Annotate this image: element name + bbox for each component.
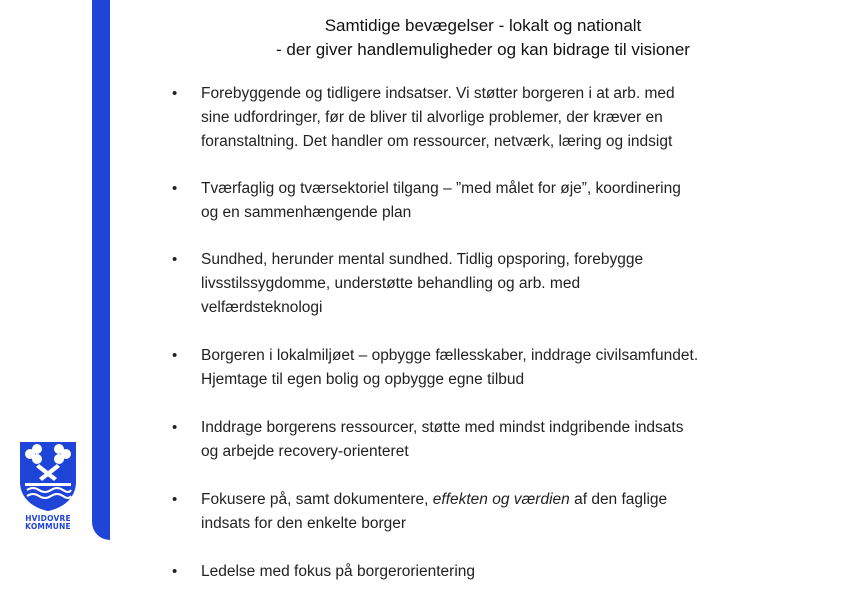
bullet-text-segment: af den faglige bbox=[569, 491, 668, 508]
blue-side-stripe bbox=[92, 0, 110, 540]
bullet-dot-icon: • bbox=[172, 419, 178, 436]
bullet-line: velfærdsteknologi bbox=[201, 299, 323, 316]
bullet-line: Inddrage borgerens ressourcer, støtte med mindst indgribende indsats bbox=[201, 419, 684, 436]
bullet-line: Hjemtage til egen bolig og opbygge egne tilbud bbox=[201, 371, 525, 388]
bullet-item bbox=[172, 560, 812, 584]
bullet-line: Borgeren i lokalmiljøet – opbygge fællesskaber, inddrage civilsamfundet. bbox=[201, 347, 699, 364]
bullet-dot-icon: • bbox=[172, 180, 178, 197]
bullet-line: Sundhed, herunder mental sundhed. Tidlig opsporing, forebygge bbox=[201, 251, 644, 268]
bullet-item bbox=[172, 177, 812, 225]
bullet-line: indsats for den enkelte borger bbox=[201, 515, 407, 532]
bullet-item bbox=[172, 82, 812, 154]
bullet-item bbox=[172, 488, 812, 536]
bullet-line: livsstilssygdomme, understøtte behandling og arb. med bbox=[201, 275, 581, 292]
bullet-dot-icon: • bbox=[172, 491, 178, 508]
bullet-item bbox=[172, 248, 812, 320]
bullet-text-segment: Fokusere på, samt dokumentere, bbox=[201, 491, 433, 508]
title-line2: - der giver handlemuligheder og kan bidrage til visioner bbox=[276, 40, 690, 59]
bullet-line: foranstaltning. Det handler om ressourcer, netværk, læring og indsigt bbox=[201, 133, 673, 150]
bullet-dot-icon: • bbox=[172, 347, 178, 364]
title-line1: Samtidige bevægelser - lokalt og nationalt bbox=[324, 16, 642, 35]
bullet-line: sine udfordringer, før de bliver til alvorlige problemer, der kræver en bbox=[201, 109, 663, 126]
slide-title bbox=[200, 14, 766, 62]
coat-of-arms-icon bbox=[17, 438, 79, 512]
bullet-line: Tværfaglig og tværsektoriel tilgang – ”med målet for øje”, koordinering bbox=[201, 180, 681, 197]
bullet-line: og arbejde recovery-orienteret bbox=[201, 443, 409, 460]
bullet-dot-icon: • bbox=[172, 85, 178, 102]
bullet-item bbox=[172, 416, 812, 464]
bullet-line: Ledelse med fokus på borgerorientering bbox=[201, 563, 476, 580]
hvidovre-kommune-logo bbox=[17, 438, 79, 531]
bullet-line: Forebyggende og tidligere indsatser. Vi støtter borgeren i at arb. med bbox=[201, 85, 675, 102]
bullet-item bbox=[172, 344, 812, 392]
bullet-dot-icon: • bbox=[172, 251, 178, 268]
bullet-line bbox=[201, 488, 801, 512]
logo-name-line1: HVIDOVRE bbox=[25, 514, 71, 523]
bullet-dot-icon: • bbox=[172, 563, 178, 580]
logo-name-line2: KOMMUNE bbox=[25, 522, 71, 531]
bullet-text-emphasis: effekten og værdien bbox=[432, 491, 570, 508]
bullet-line: og en sammenhængende plan bbox=[201, 204, 412, 221]
